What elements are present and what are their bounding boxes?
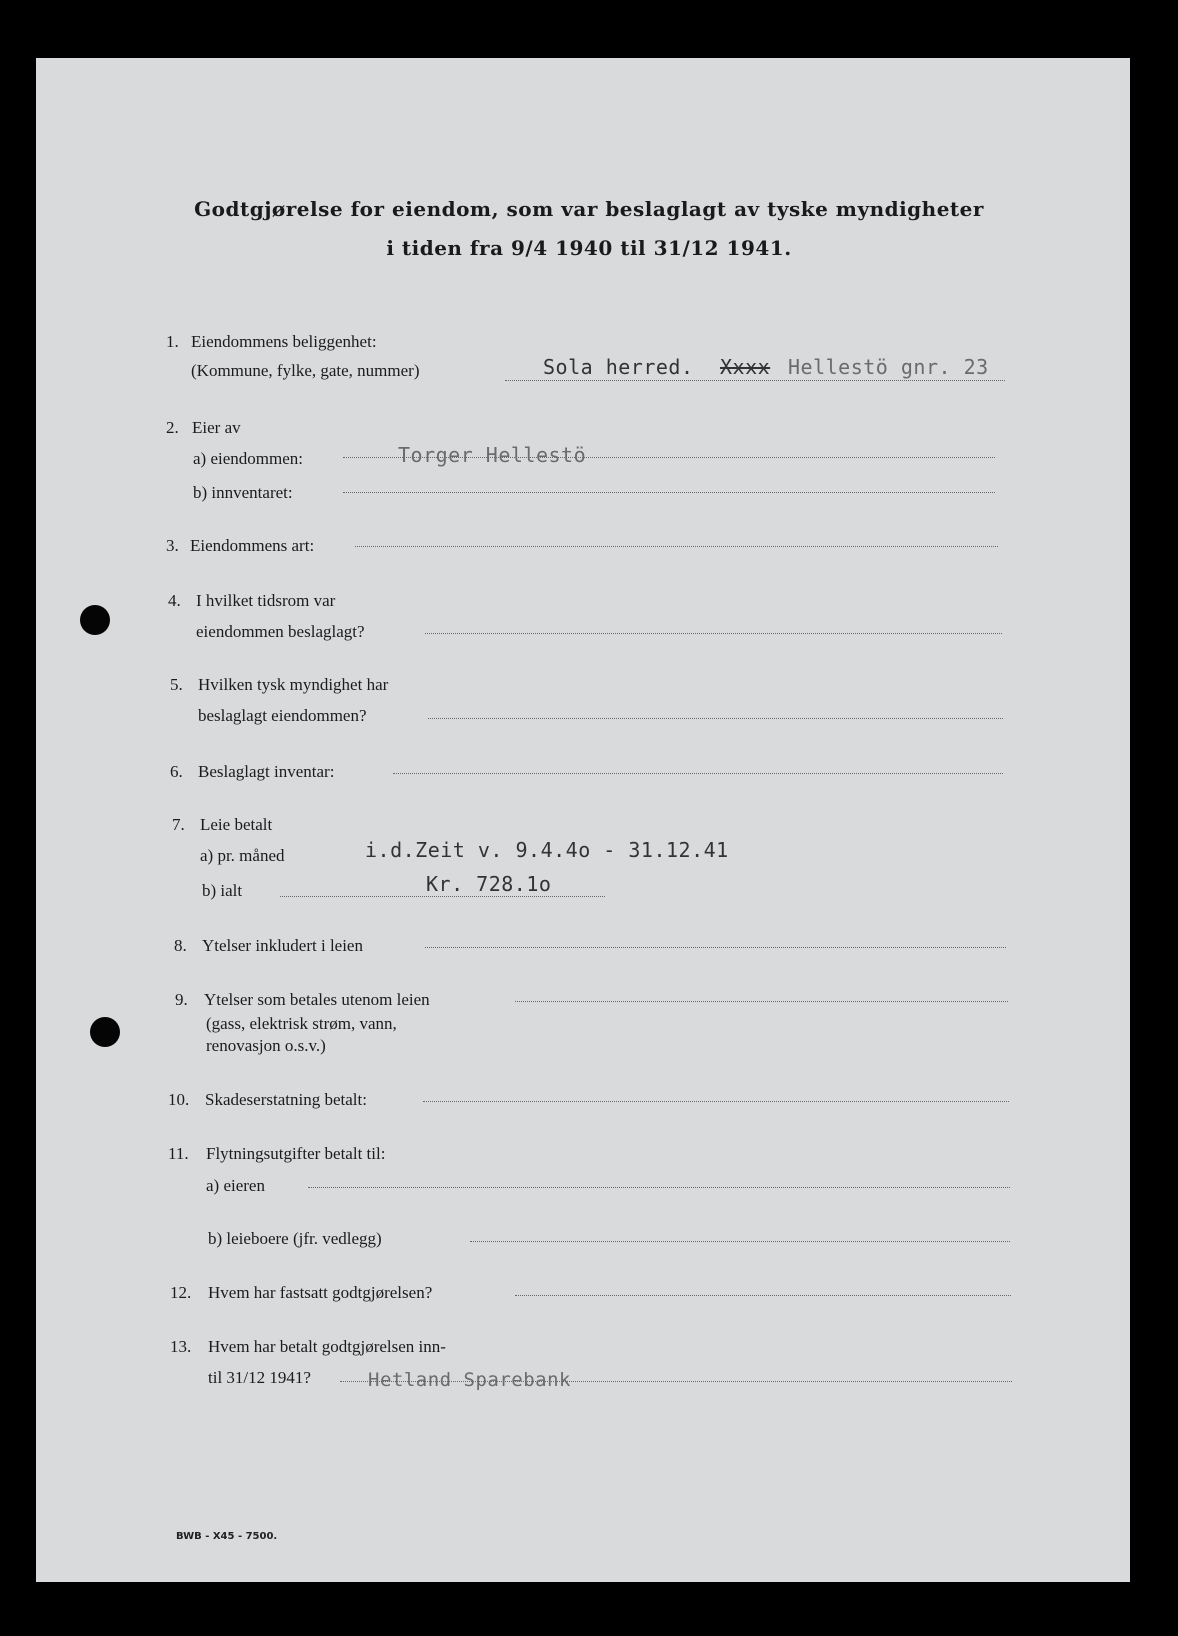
answer-line — [428, 718, 1003, 719]
answer-line — [343, 492, 995, 493]
answer-line — [280, 896, 605, 897]
item-label: b) innventaret: — [193, 483, 293, 502]
item-number: 2. — [166, 418, 179, 437]
item-label: I hvilket tidsrom var — [196, 591, 336, 610]
punch-hole — [80, 605, 110, 635]
typed-answer: Hellestö gnr. 23 — [788, 355, 989, 379]
item-label: a) eiendommen: — [193, 449, 303, 468]
form-title-line1: Godtgjørelse for eiendom, som var beslaglagt av tyske myndigheter — [194, 197, 984, 221]
typed-answer: i.d.Zeit v. 9.4.4o - 31.12.41 — [365, 838, 729, 862]
typed-answer: Kr. 728.1o — [426, 872, 552, 896]
item-label: a) pr. måned — [200, 846, 285, 865]
item-label: (gass, elektrisk strøm, vann, — [206, 1014, 397, 1033]
item-number: 5. — [170, 675, 183, 694]
answer-line — [423, 1101, 1009, 1102]
typed-answer: Hetland Sparebank — [368, 1369, 571, 1391]
item-label: Eiendommens art: — [190, 536, 315, 555]
item-number: 8. — [174, 936, 187, 955]
item-number: 12. — [170, 1283, 192, 1302]
typed-answer: Sola herred. — [543, 355, 694, 379]
answer-line — [515, 1001, 1008, 1002]
item-number: 9. — [175, 990, 188, 1009]
answer-line — [308, 1187, 1010, 1188]
answer-line — [515, 1295, 1011, 1296]
struck-text: Xxxx — [720, 355, 771, 379]
answer-line — [355, 546, 998, 547]
item-label: til 31/12 1941? — [208, 1368, 311, 1387]
item-label: a) eieren — [206, 1176, 265, 1195]
item-label: renovasjon o.s.v.) — [206, 1036, 326, 1055]
item-number: 11. — [168, 1144, 189, 1163]
item-label: Eiendommens beliggenhet: — [191, 332, 377, 351]
item-label: Ytelser inkludert i leien — [202, 936, 363, 955]
item-label: (Kommune, fylke, gate, nummer) — [191, 361, 420, 380]
item-number: 10. — [168, 1090, 190, 1109]
item-label: eiendommen beslaglagt? — [196, 622, 365, 641]
item-label: Beslaglagt inventar: — [198, 762, 335, 781]
item-number: 1. — [166, 332, 179, 351]
item-label: Hvem har fastsatt godtgjørelsen? — [208, 1283, 433, 1302]
form-title-line2: i tiden fra 9/4 1940 til 31/12 1941. — [386, 236, 792, 260]
item-label: beslaglagt eiendommen? — [198, 706, 367, 725]
item-number: 13. — [170, 1337, 192, 1356]
item-label: Ytelser som betales utenom leien — [204, 990, 430, 1009]
answer-line — [425, 947, 1006, 948]
item-label: Hvem har betalt godtgjørelsen inn- — [208, 1337, 446, 1356]
item-label: Hvilken tysk myndighet har — [198, 675, 389, 694]
item-label: b) ialt — [202, 881, 243, 900]
answer-line — [393, 773, 1003, 774]
answer-line — [425, 633, 1002, 634]
typed-answer: Torger Hellestö — [398, 443, 587, 467]
form-footer: BWB - X45 - 7500. — [176, 1531, 278, 1542]
item-label: b) leieboere (jfr. vedlegg) — [208, 1229, 382, 1248]
item-number: 4. — [168, 591, 181, 610]
item-number: 7. — [172, 815, 185, 834]
punch-hole — [90, 1017, 120, 1047]
item-label: Skadeserstatning betalt: — [205, 1090, 367, 1109]
item-label: Leie betalt — [200, 815, 273, 834]
answer-line — [470, 1241, 1010, 1242]
item-number: 3. — [166, 536, 179, 555]
answer-line — [505, 380, 1005, 381]
item-label: Flytningsutgifter betalt til: — [206, 1144, 386, 1163]
item-number: 6. — [170, 762, 183, 781]
item-label: Eier av — [192, 418, 241, 437]
